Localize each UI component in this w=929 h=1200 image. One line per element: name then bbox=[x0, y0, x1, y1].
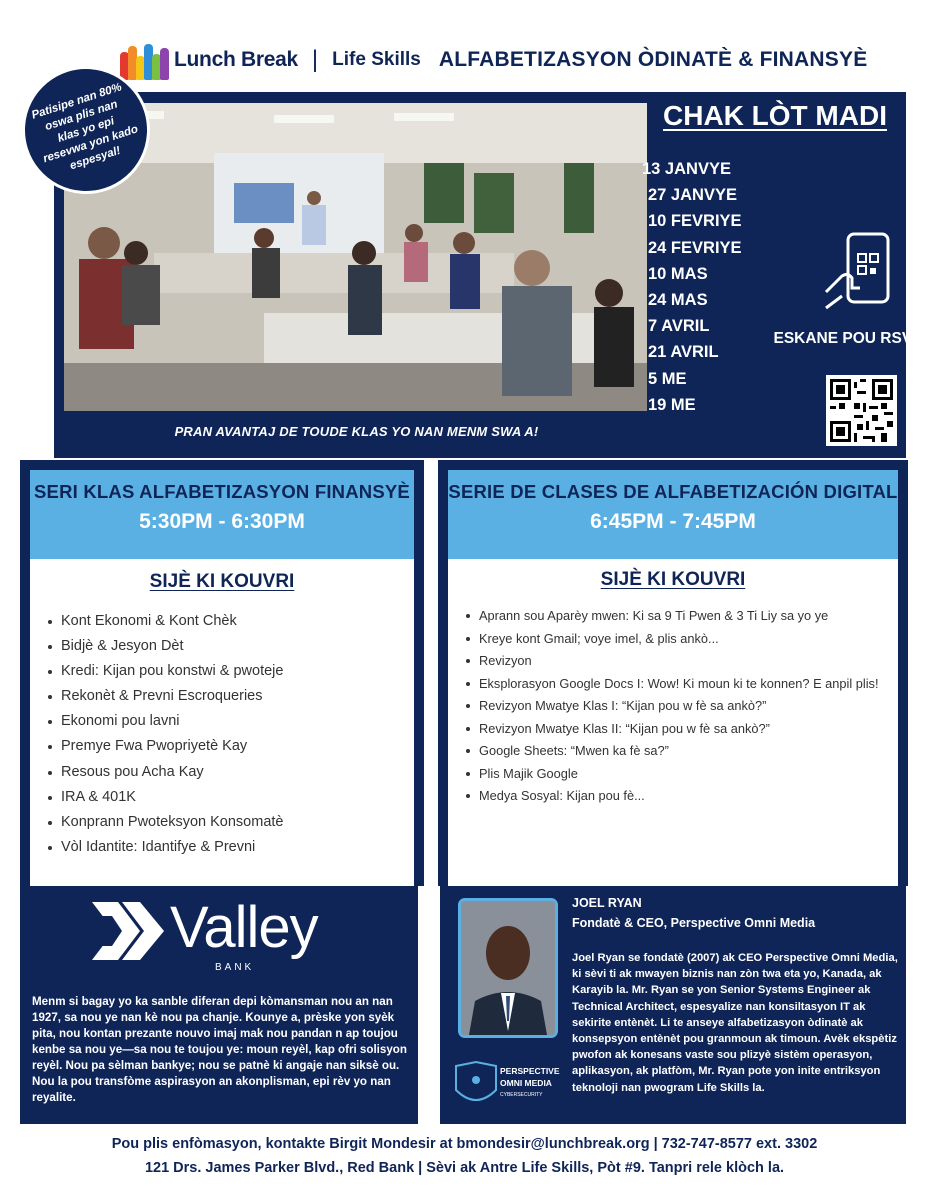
date-item: 13 JANVYE bbox=[642, 160, 731, 178]
date-item: 10 MAS bbox=[648, 264, 708, 283]
date-item: 5 ME bbox=[648, 369, 687, 388]
dates-title: CHAK LÒT MADI bbox=[663, 100, 887, 131]
phone-scan-icon bbox=[824, 232, 894, 312]
hero-section bbox=[54, 92, 923, 458]
dates-list bbox=[642, 156, 742, 418]
list-item: Bidjè & Jesyon Dèt bbox=[48, 634, 404, 659]
badge-text: Patisipe nan 80% oswa plis nan klas yo epi resevwa yon kado espesyal! bbox=[30, 80, 140, 172]
financial-topics-list bbox=[30, 609, 414, 860]
hero-tagline: PRAN AVANTAJ DE TOUDE KLAS YO NAN MENM SWA A! bbox=[174, 424, 539, 439]
list-item: Kont Ekonomi & Kont Chèk bbox=[48, 609, 404, 634]
lunch-break-logo-icon bbox=[120, 40, 168, 80]
list-item: Ekonomi pou lavni bbox=[48, 709, 404, 734]
list-item: Kreye kont Gmail; voye imel, & plis ankò... bbox=[466, 628, 888, 649]
digital-series-time: 6:45PM - 7:45PM bbox=[590, 510, 756, 533]
list-item: Resous pou Acha Kay bbox=[48, 760, 404, 785]
brand-name: Lunch Break bbox=[174, 48, 298, 71]
financial-series-title: SERI KLAS ALFABETIZASYON FINANSYÈ bbox=[34, 481, 410, 502]
list-item: Kredi: Kijan pou konstwi & pwoteje bbox=[48, 659, 404, 684]
list-item: Konprann Pwoteksyon Konsomatè bbox=[48, 810, 404, 835]
list-item: Rekonèt & Prevni Escroqueries bbox=[48, 684, 404, 709]
pom-logo-line1: PERSPECTIVE bbox=[500, 1066, 560, 1076]
pom-logo-line2: OMNI MEDIA bbox=[500, 1078, 552, 1088]
date-item: 7 AVRIL bbox=[648, 317, 710, 336]
list-item: Medya Sosyal: Kijan pou fè... bbox=[466, 785, 888, 806]
list-item: Eksplorasyon Google Docs I: Wow! Ki moun ki te konnen? E anpil plis! bbox=[466, 673, 888, 694]
date-item: 27 JANVYE bbox=[648, 186, 737, 205]
date-item: 24 FEVRIYE bbox=[648, 238, 742, 257]
digital-topics-list bbox=[448, 605, 898, 806]
list-item: Revizyon bbox=[466, 650, 888, 671]
header-separator: | bbox=[311, 46, 319, 73]
date-item: 19 ME bbox=[648, 395, 696, 414]
qr-code-icon[interactable] bbox=[826, 375, 897, 446]
page-footer bbox=[0, 1132, 929, 1180]
page-header bbox=[120, 38, 910, 82]
digital-series-title: SERIE DE CLASES DE ALFABETIZACIÓN DIGITAL bbox=[448, 481, 898, 502]
page-title: ALFABETIZASYON ÒDINATÈ & FINANSYÈ bbox=[438, 48, 868, 71]
financial-series-time: 5:30PM - 6:30PM bbox=[139, 510, 305, 533]
speaker-section bbox=[440, 886, 906, 1124]
valley-bank-name: Valley bbox=[170, 895, 318, 960]
date-item: 21 AVRIL bbox=[648, 343, 719, 362]
classroom-photo bbox=[64, 103, 647, 411]
digital-panel-header bbox=[448, 470, 898, 559]
speaker-name: JOEL RYAN bbox=[572, 896, 642, 910]
perspective-omni-media-logo bbox=[452, 1060, 562, 1120]
footer-contact[interactable]: Pou plis enfòmasyon, kontakte Birgit Mondesir at bmondesir@lunchbreak.org | 732-747-8577 ext. 3302 bbox=[111, 1136, 818, 1152]
list-item: Vòl Idantite: Idantifye & Prevni bbox=[48, 835, 404, 860]
speaker-bio: Joel Ryan se fondatè (2007) ak CEO Perspective Omni Media, ki sèvi ti ak mwayen biznis nan zòn twa eta yo, Kanada, ak Karayib la. Mr. Ryan se yon Senior Systems Engineer ak Technical Architect, espesyalize nan konsiltasyon IT ak sekirite entènèt. Li te anseye alfabetizasyon òdinatè ak konsepsyon entènèt pou granmoun ak timoun. Avèk ekspètiz pwofon ak konesans vaste sou plizyè sistèm operasyon, aplikasyon, ak platfòm, Mr. Ryan pote yon inite entriksyon teknoloji nan pwogram Life Skills la. bbox=[572, 952, 898, 1094]
valley-chevron-icon bbox=[88, 898, 168, 964]
valley-bank-sub: BANK bbox=[215, 962, 255, 973]
list-item: IRA & 401K bbox=[48, 785, 404, 810]
list-item: Aprann sou Aparèy mwen: Ki sa 9 Ti Pwen & 3 Ti Liy sa yo ye bbox=[466, 605, 888, 626]
list-item: Google Sheets: “Mwen ka fè sa?” bbox=[466, 740, 888, 761]
list-item: Premye Fwa Pwopriyetè Kay bbox=[48, 734, 404, 759]
list-item: Plis Majik Google bbox=[466, 763, 888, 784]
financial-literacy-panel bbox=[20, 460, 424, 886]
footer-address: 121 Drs. James Parker Blvd., Red Bank | Sèvi ak Antre Life Skills, Pòt #9. Tanpri rele klòch la. bbox=[144, 1160, 785, 1176]
financial-panel-header bbox=[30, 470, 414, 559]
speaker-role: Fondatè & CEO, Perspective Omni Media bbox=[572, 916, 816, 930]
digital-topics-title: SIJÈ KI KOUVRI bbox=[600, 569, 746, 590]
pom-logo-line3: CYBERSECURITY bbox=[500, 1092, 543, 1098]
program-name: Life Skills bbox=[332, 49, 421, 70]
valley-bank-section bbox=[20, 886, 418, 1124]
speaker-photo bbox=[458, 898, 558, 1038]
digital-literacy-panel bbox=[438, 460, 908, 886]
list-item: Revizyon Mwatye Klas II: “Kijan pou w fè sa ankò?” bbox=[466, 718, 888, 739]
financial-topics-title: SIJÈ KI KOUVRI bbox=[149, 571, 295, 592]
date-item: 10 FEVRIYE bbox=[648, 212, 742, 231]
valley-bank-text: Menm si bagay yo ka sanble diferan depi kòmansman nou an nan 1927, sa nou ye nan kè nou pa chanje. Kounye a, prèske yon syèk pita, nou kontan prezante nouvo imaj mak nou pandan n ap toujou kenbe sa nou ye—sa nou te toujou ye: moun reyèl, kap ofri solisyon reyèl. Nou pa sèlman bankye; nou se patnè ki angaje nan siksè ou. Nou la pou transfòme aspirasyon an akonplisman, epi rèv yo nan reyalite. bbox=[32, 995, 407, 1104]
date-item: 24 MAS bbox=[648, 290, 708, 309]
list-item: Revizyon Mwatye Klas I: “Kijan pou w fè sa ankò?” bbox=[466, 695, 888, 716]
scan-label: ESKANE POU RSVP bbox=[773, 330, 923, 347]
